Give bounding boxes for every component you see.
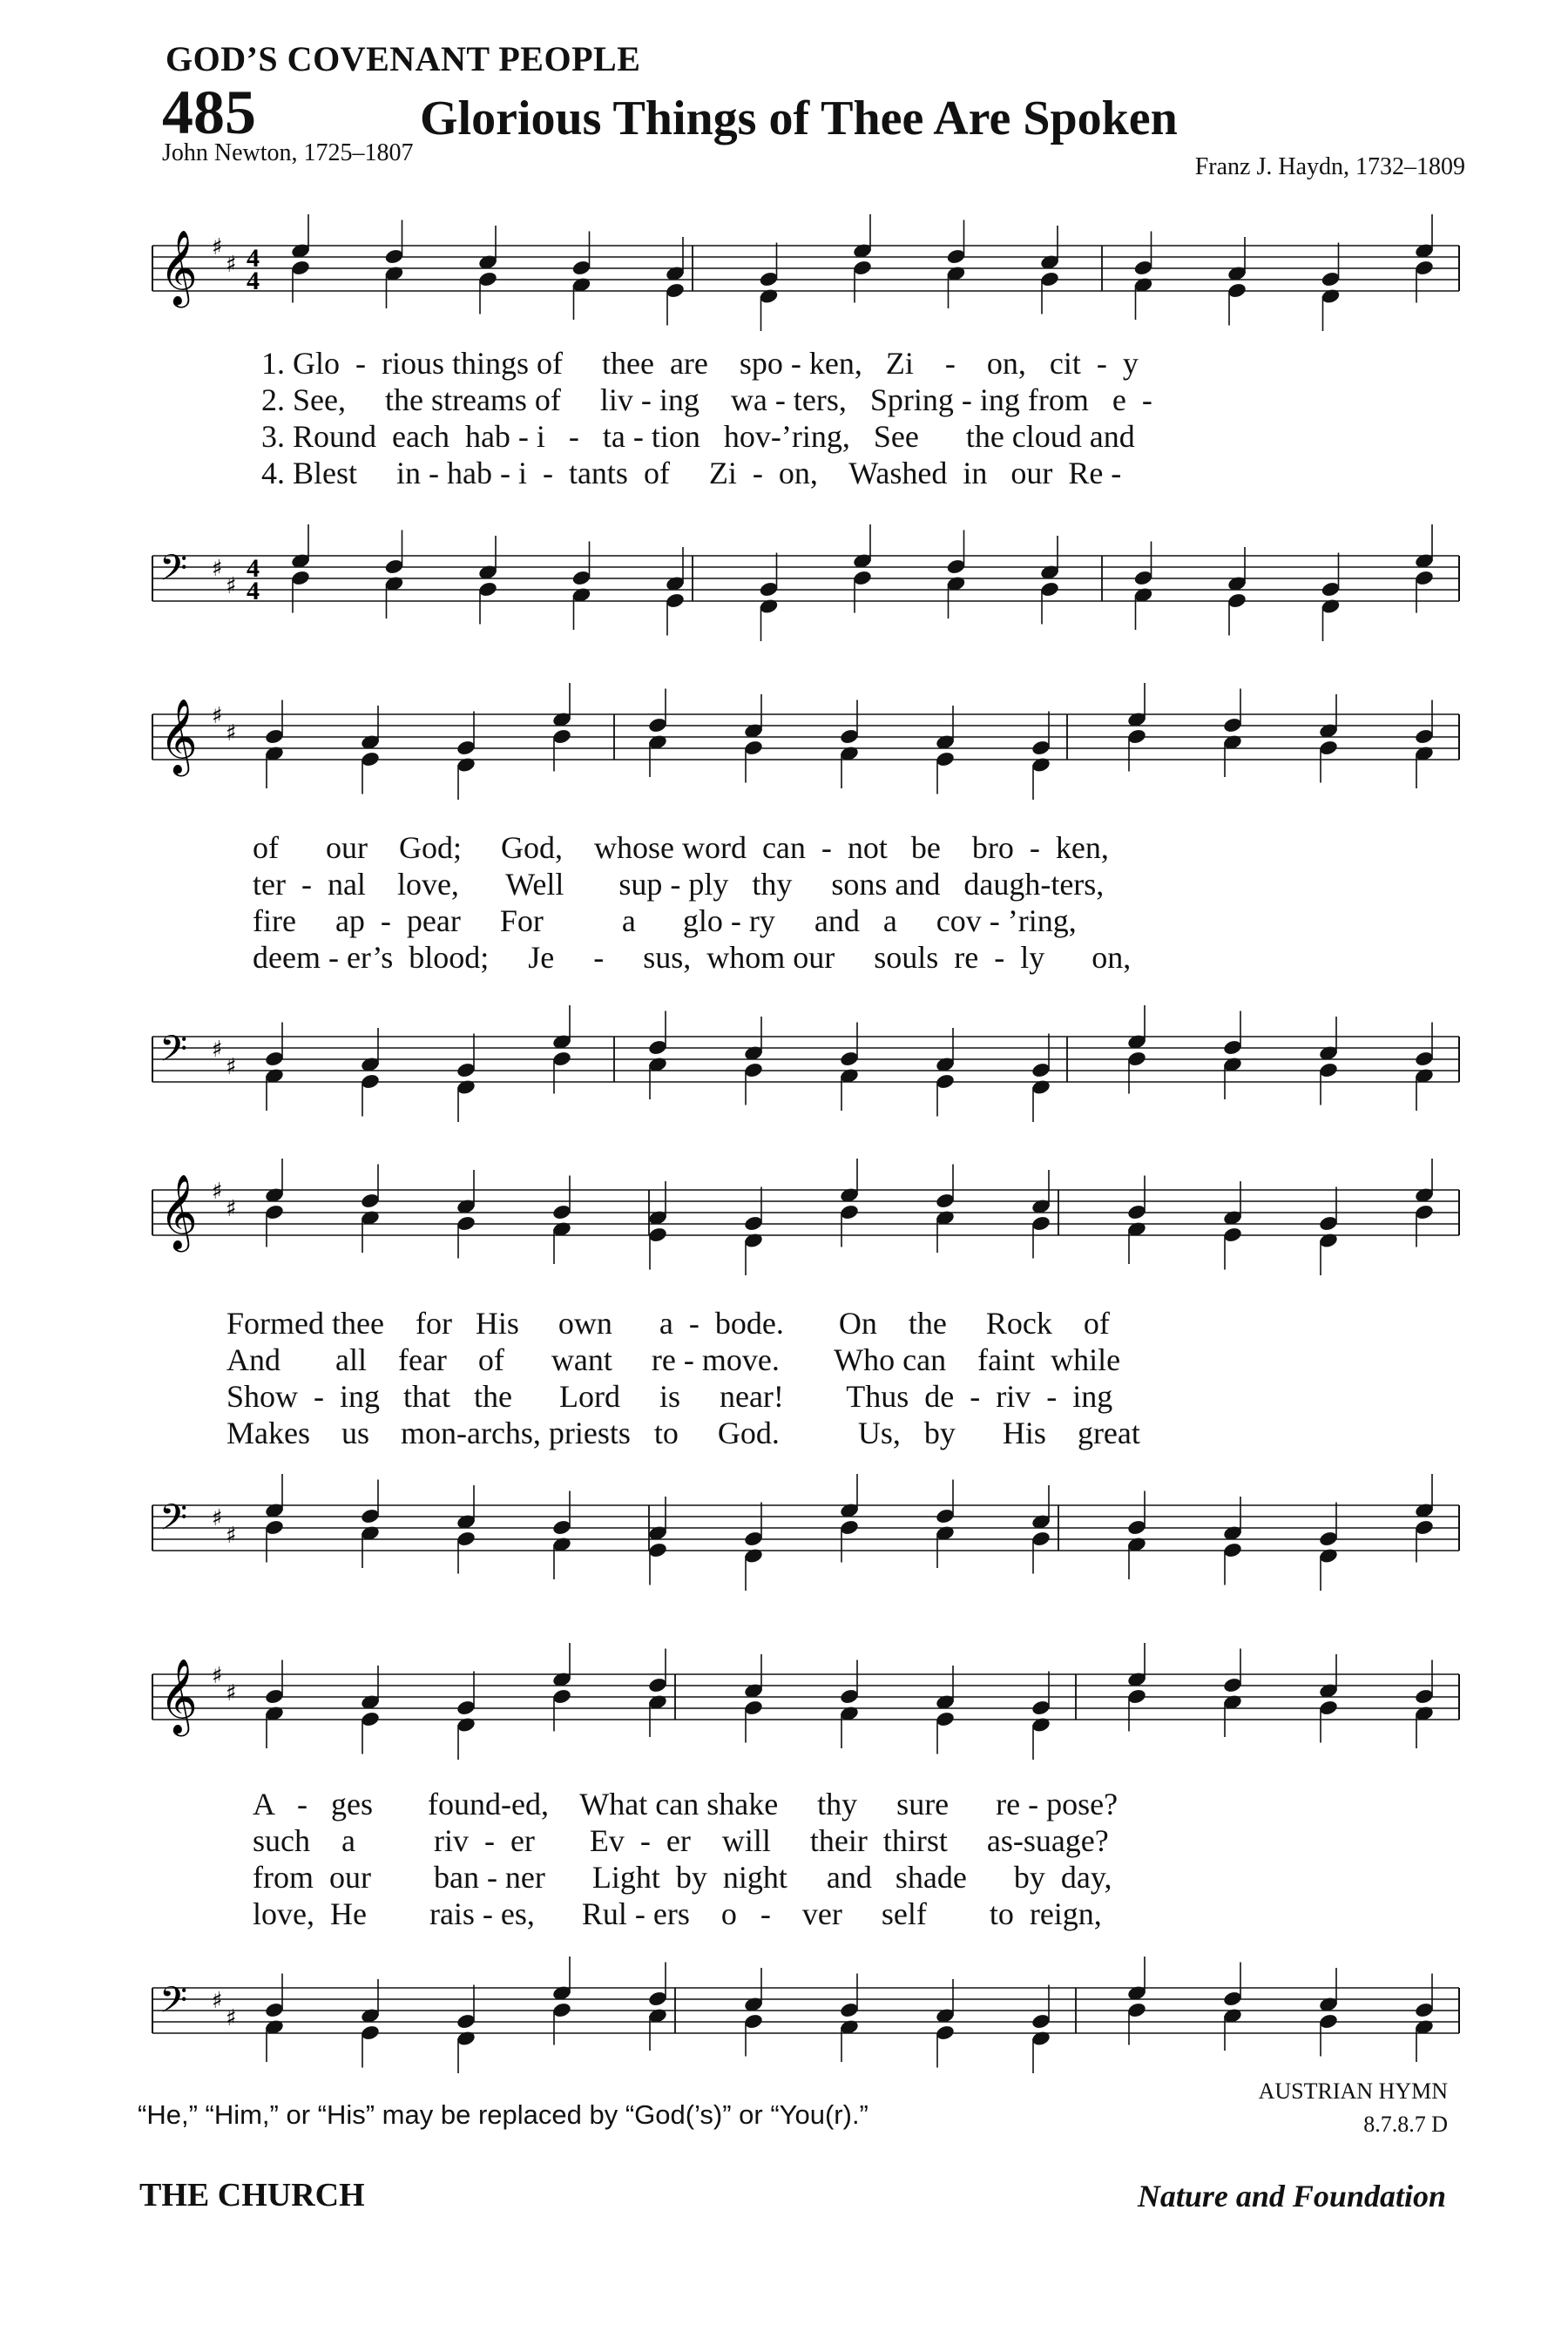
- lyric-line: And all fear of want re - move. Who can faint while: [226, 1342, 1121, 1377]
- sharp-icon: ♯: [226, 573, 237, 599]
- bass-staff: [152, 1970, 1468, 2066]
- sharp-icon: ♯: [212, 1179, 223, 1205]
- composer-credit: Franz J. Haydn, 1732–1809: [1194, 153, 1465, 180]
- bass-staff: [152, 538, 1468, 634]
- treble-staff: [152, 1173, 1468, 1268]
- lyric-line: Show - ing that the Lord is near! Thus de - riv - ing: [226, 1379, 1113, 1414]
- bass-clef-icon: 𝄢: [159, 547, 188, 598]
- sharp-icon: ♯: [226, 720, 237, 747]
- time-signature-digit: 4: [247, 577, 260, 605]
- treble-clef-icon: 𝄞: [159, 230, 198, 305]
- lyric-line: fire ap - pear For a glo - ry and a cov - ’ring,: [253, 903, 1077, 938]
- lyric-line: A - ges found-ed, What can shake thy sure re - pose?: [253, 1787, 1119, 1821]
- sharp-icon: ♯: [226, 2005, 237, 2031]
- lyric-line: 1. Glo - rious things of thee are spo - ken, Zi - on, cit - y: [261, 346, 1139, 381]
- treble-staff: [152, 228, 1468, 324]
- sharp-icon: ♯: [226, 252, 237, 278]
- lyric-line: of our God; God, whose word can - not be bro - ken,: [253, 830, 1109, 865]
- sharp-icon: ♯: [226, 1054, 237, 1080]
- hymn-title: Glorious Things of Thee Are Spoken: [420, 91, 1178, 145]
- section-title: GOD’S COVENANT PEOPLE: [166, 39, 641, 78]
- footer-subcategory: Nature and Foundation: [1137, 2179, 1446, 2213]
- sharp-icon: ♯: [226, 1196, 237, 1222]
- sharp-icon: ♯: [212, 1037, 223, 1063]
- sharp-icon: ♯: [212, 1663, 223, 1689]
- bass-clef-icon: 𝄢: [159, 1497, 188, 1547]
- lyric-line: love, He rais - es, Rul - ers o - ver self to reign,: [253, 1896, 1102, 1931]
- bass-staff: [152, 1488, 1468, 1584]
- treble-clef-icon: 𝄞: [159, 1174, 198, 1249]
- sharp-icon: ♯: [212, 703, 223, 729]
- author-credit: John Newton, 1725–1807: [162, 139, 414, 166]
- sharp-icon: ♯: [212, 234, 223, 260]
- footnote: “He,” “Him,” or “His” may be replaced by “God(’s)” or “You(r).”: [138, 2099, 868, 2130]
- lyric-line: 2. See, the streams of liv - ing wa - ters, Spring - ing from e -: [261, 382, 1152, 417]
- treble-staff: [152, 697, 1468, 793]
- lyric-line: ter - nal love, Well sup - ply thy sons and daugh-ters,: [253, 867, 1105, 902]
- lyric-line: 4. Blest in - hab - i - tants of Zi - on, Washed in our Re -: [261, 456, 1122, 490]
- bass-clef-icon: 𝄢: [159, 1028, 188, 1078]
- lyric-line: such a riv - er Ev - er will their thirst as-suage?: [253, 1823, 1109, 1858]
- treble-clef-icon: 𝄞: [159, 1659, 198, 1734]
- footer-category: THE CHURCH: [139, 2177, 365, 2213]
- lyric-line: Makes us mon-archs, priests to God. Us, by His great: [226, 1416, 1140, 1450]
- lyric-line: from our ban - ner Light by night and shade by day,: [253, 1860, 1112, 1895]
- time-signature-digit: 4: [247, 244, 260, 273]
- sharp-icon: ♯: [212, 1505, 223, 1531]
- hymn-number: 485: [162, 78, 256, 147]
- sharp-icon: ♯: [226, 1680, 237, 1707]
- time-signature-digit: 4: [247, 267, 260, 295]
- lyric-line: Formed thee for His own a - bode. On the Rock of: [226, 1306, 1110, 1341]
- treble-staff: [152, 1657, 1468, 1753]
- bass-clef-icon: 𝄢: [159, 1979, 188, 2030]
- sharp-icon: ♯: [212, 556, 223, 582]
- sharp-icon: ♯: [226, 1523, 237, 1549]
- sharp-icon: ♯: [212, 1988, 223, 2014]
- meter: 8.7.8.7 D: [1363, 2112, 1448, 2137]
- bass-staff: [152, 1019, 1468, 1115]
- time-signature-digit: 4: [247, 554, 260, 583]
- lyric-line: 3. Round each hab - i - ta - tion hov-’ring, See the cloud and: [261, 419, 1135, 454]
- lyric-line: deem - er’s blood; Je - sus, whom our souls re - ly on,: [253, 940, 1132, 975]
- treble-clef-icon: 𝄞: [159, 699, 198, 774]
- tune-name: AUSTRIAN HYMN: [1258, 2078, 1448, 2104]
